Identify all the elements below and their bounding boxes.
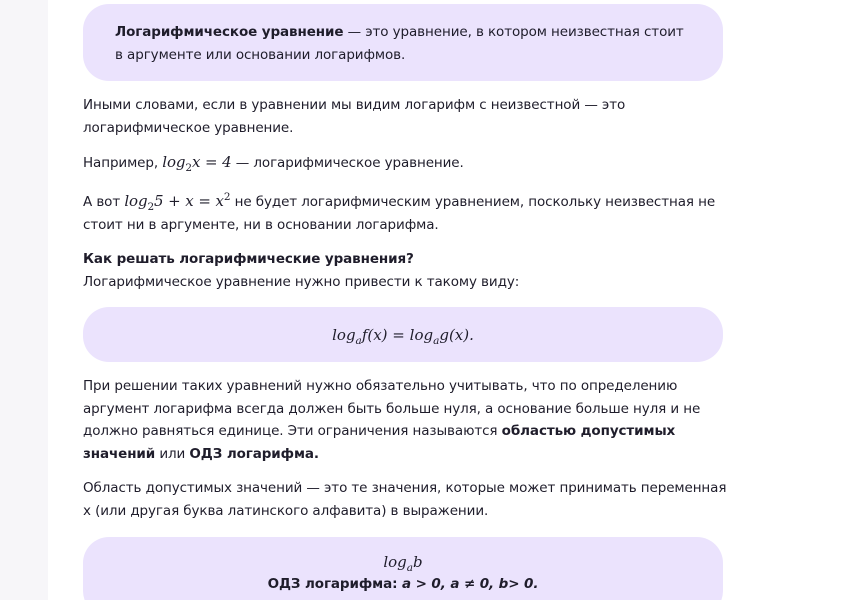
left-gutter <box>0 0 48 600</box>
definition-term: Логарифмическое уравнение <box>115 24 344 40</box>
example-1: Например, $\log_2x = 4$ — логарифмическое уравнение. <box>83 153 464 174</box>
definition-card <box>83 4 723 81</box>
odz-conditions: ОДЗ логарифма: a > 0, a ≠ 0, b> 0. <box>267 576 539 592</box>
section-intro: Логарифмическое уравнение нужно привести к такому виду: <box>83 273 520 290</box>
example-2: А вот $\log_25 + x = x^2$ не будет логарифмическим уравнением, поскольку неизвестная не стоит ни в аргументе, ни в основании логарифма. <box>83 191 716 233</box>
domain-paragraph: Область допустимых значений — это те значения, которые может принимать переменная x (или другая буква латинского алфавита) в выражении. <box>83 480 727 519</box>
how-to-section <box>83 248 733 293</box>
example-1-formula: $\log_2x = 4$ <box>162 153 232 174</box>
definition-text: — это уравнение, в котором неизвестная стоит в аргументе или основании логарифмов. <box>115 24 684 63</box>
log-equation-formula: $\log_af(x) = \log_ag(x)$. <box>332 325 474 347</box>
example-2-formula: $\log_25 + x = x^2$ <box>124 191 231 213</box>
odz-paragraph: При решении таких уравнений нужно обязательно учитывать, что по определению аргумент логарифма всегда должен быть больше нуля, а основание больше нуля и не должно равняться единице. Эти ограничения называются областью допустимых значений или ОДЗ логарифма. <box>83 378 701 462</box>
odz-term: областью допустимых значений <box>83 423 676 462</box>
paragraph-in-other-words: Иными словами, если в уравнении мы видим логарифм с неизвестной — это логарифмическое уравнение. <box>83 97 626 136</box>
odz-log-formula: $\log_ab$ <box>383 553 423 574</box>
formula-card <box>83 307 723 362</box>
odz-card <box>83 537 723 600</box>
section-heading: Как решать логарифмические уравнения? <box>83 251 414 267</box>
odz-abbr: ОДЗ логарифма. <box>189 445 319 462</box>
